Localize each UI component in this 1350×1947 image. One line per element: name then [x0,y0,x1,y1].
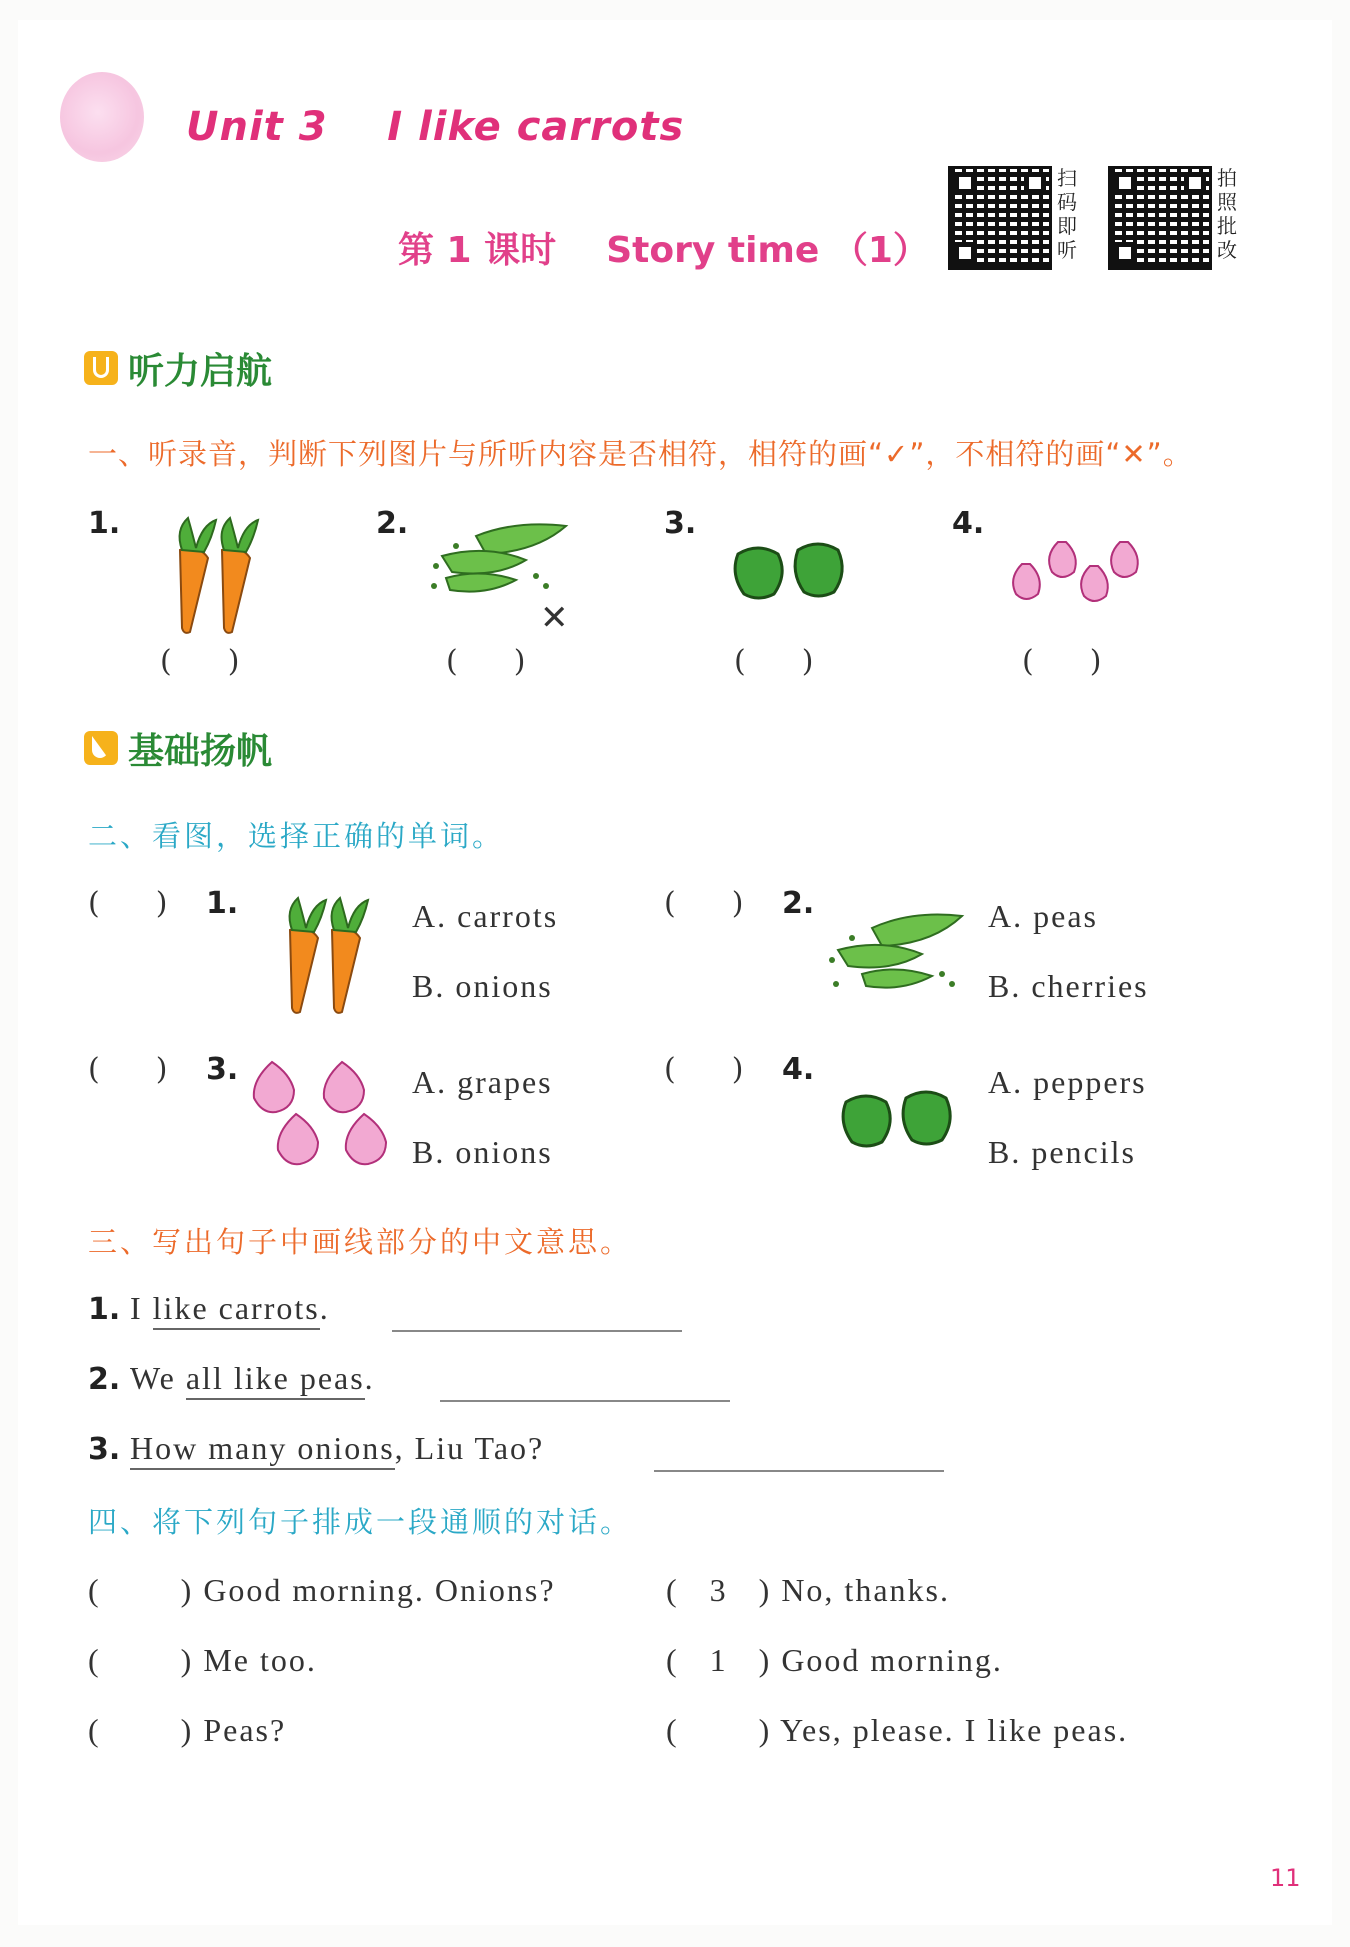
answer-blank[interactable]: ( ) [446,644,526,679]
dialogue-line-right-2[interactable]: ( 1 ) Good morning. [666,1642,1003,1678]
s2-item-number: 3. [206,1052,239,1087]
onions-icon [1002,532,1152,612]
sentence-1: I like carrots. [130,1290,330,1327]
underlined-phrase: How many onions [130,1430,395,1470]
option-b: B. pencils [988,1134,1136,1170]
onions-icon [246,1058,396,1178]
instruction-4: 四、将下列句子排成一段通顺的对话。 [88,1505,633,1539]
answer-line[interactable] [654,1470,944,1472]
sentence-3: How many onions, Liu Tao? [130,1430,544,1467]
lesson-title: 第 1 课时 Story time （1） [398,230,929,271]
answer-blank[interactable]: ( ) [1022,644,1102,679]
dialogue-line-left-3[interactable]: ( ) Peas? [88,1712,287,1748]
s1-item-number: 2. [376,506,409,541]
unit-title: Unit 3 I like carrots [186,104,685,150]
peas-icon [822,904,972,994]
dialogue-line-right-1[interactable]: ( 3 ) No, thanks. [666,1572,950,1608]
instruction-3: 三、写出句子中画线部分的中文意思。 [88,1225,633,1259]
s3-item-number: 2. [88,1362,121,1397]
s2-item-number: 4. [782,1052,815,1087]
dialogue-line-left-1[interactable]: ( ) Good morning. Onions? [88,1572,556,1608]
qr-code-listen-icon[interactable] [948,166,1052,270]
answer-blank[interactable]: ( ) [664,1052,744,1087]
anchor-icon [84,351,118,385]
sail-icon [84,731,118,765]
qr-caption-grade: 拍 照 批 改 [1217,166,1237,262]
option-a: A. peppers [988,1064,1147,1100]
s1-item-number: 4. [952,506,985,541]
underlined-phrase: all like peas [186,1360,365,1400]
carrots-icon [160,510,280,635]
option-a: A. carrots [412,898,559,934]
page-number: 11 [1270,1864,1301,1892]
peppers-icon [730,538,850,602]
option-b: B. onions [412,1134,553,1170]
qr-caption-listen: 扫 码 即 听 [1057,166,1077,262]
answer-blank[interactable]: ( ) [734,644,814,679]
s3-item-number: 1. [88,1292,121,1327]
instruction-1: 一、听录音，判断下列图片与所听内容是否相符，相符的画“✓”，不相符的画“✕”。 [88,437,1193,471]
sentence-2: We all like peas. [130,1360,375,1397]
carrots-icon [270,890,390,1015]
peppers-icon [838,1086,958,1150]
option-b: B. cherries [988,968,1149,1004]
option-a: A. peas [988,898,1098,934]
option-b: B. onions [412,968,553,1004]
peas-icon [426,516,576,596]
cross-mark: ✕ [540,598,569,638]
section-listening-heading: 听力启航 [84,346,272,390]
s3-item-number: 3. [88,1432,121,1467]
section-basics-heading: 基础扬帆 [84,726,272,770]
dialogue-line-left-2[interactable]: ( ) Me too. [88,1642,317,1678]
answer-blank[interactable]: ( ) [88,886,168,921]
answer-line[interactable] [440,1400,730,1402]
underlined-phrase: like carrots [153,1290,320,1330]
s1-item-number: 3. [664,506,697,541]
instruction-2: 二、看图，选择正确的单词。 [88,819,505,853]
unit-circle-decoration [60,72,144,162]
qr-code-grade-icon[interactable] [1108,166,1212,270]
s2-item-number: 2. [782,886,815,921]
s1-item-number: 1. [88,506,121,541]
answer-blank[interactable]: ( ) [664,886,744,921]
s2-item-number: 1. [206,886,239,921]
dialogue-line-right-3[interactable]: ( ) Yes, please. I like peas. [666,1712,1129,1748]
option-a: A. grapes [412,1064,553,1100]
answer-blank[interactable]: ( ) [160,644,240,679]
answer-blank[interactable]: ( ) [88,1052,168,1087]
answer-line[interactable] [392,1330,682,1332]
